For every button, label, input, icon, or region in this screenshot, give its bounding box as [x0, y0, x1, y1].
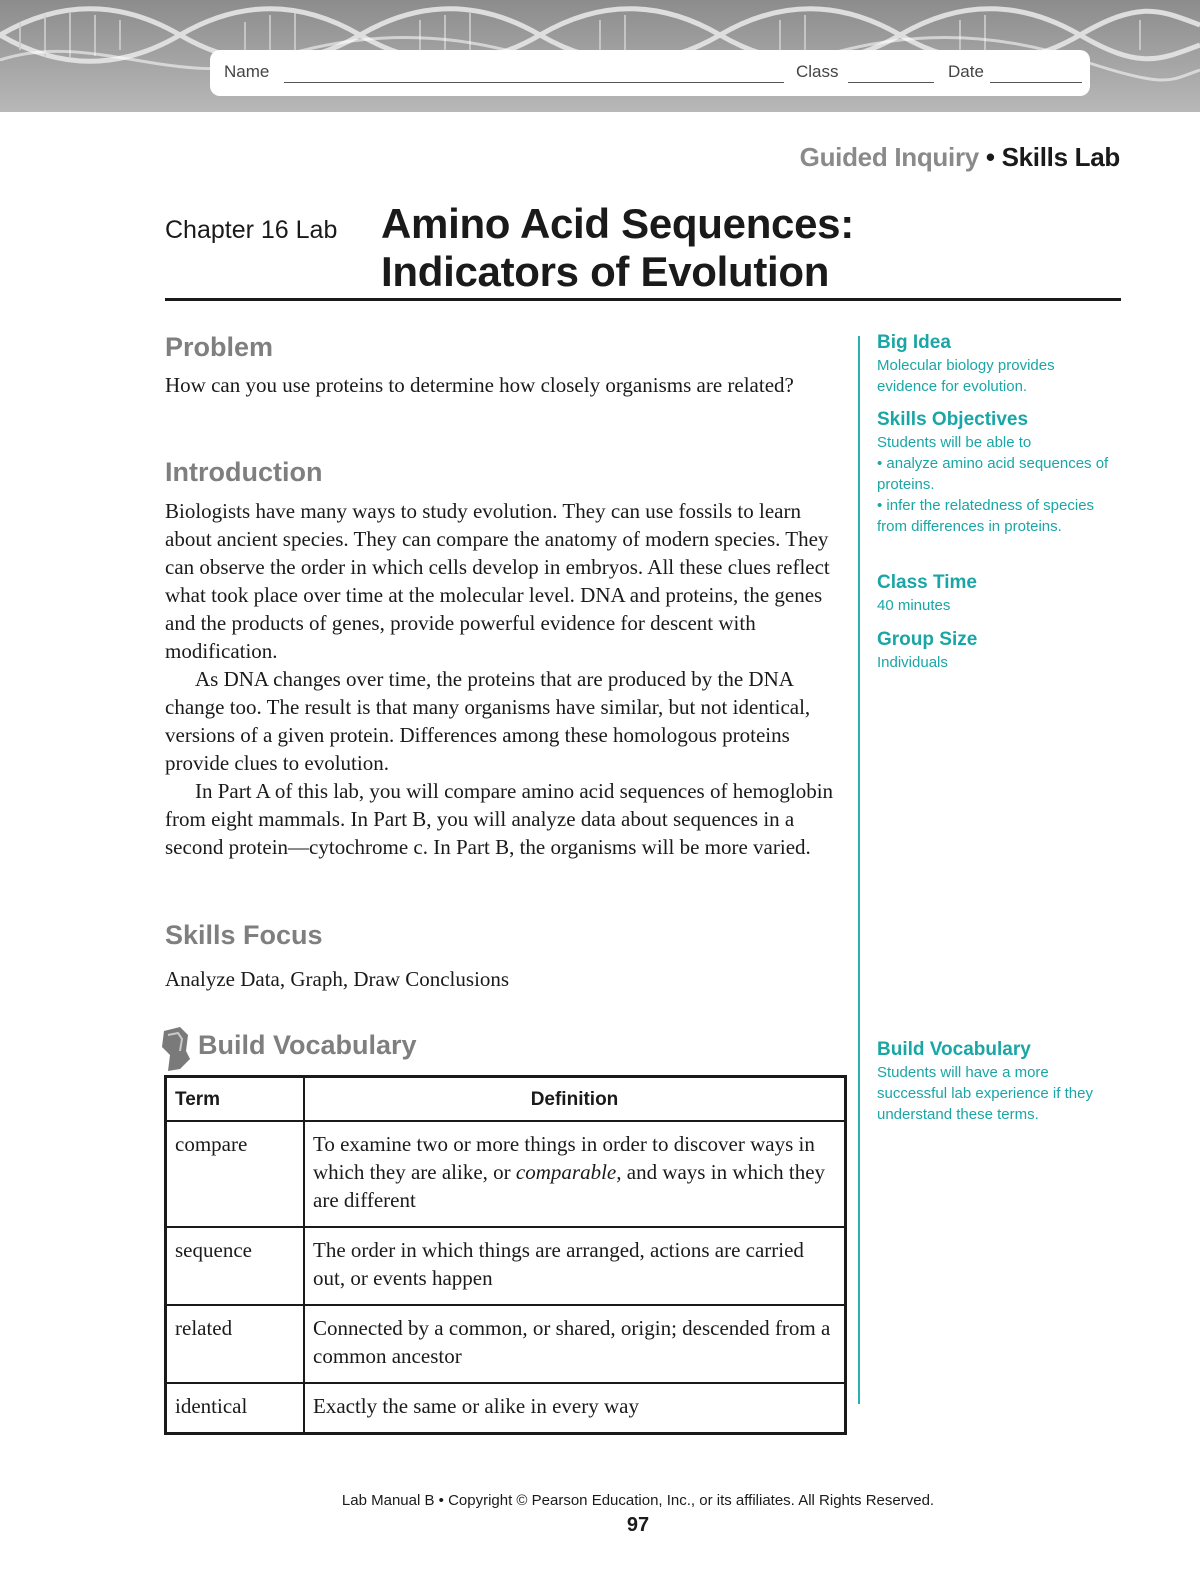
term-cell: identical: [166, 1383, 305, 1434]
vocabulary-book-icon: [158, 1025, 194, 1073]
date-label: Date: [948, 62, 984, 81]
definition-text-end: and ways in which they are different: [313, 1160, 826, 1212]
build-vocabulary-heading: Build Vocabulary: [198, 1030, 417, 1060]
sidebar-class-time: [877, 571, 1117, 616]
problem-heading: Problem: [165, 332, 274, 362]
skills-focus-text: Analyze Data, Graph, Draw Conclusions: [165, 967, 510, 991]
sidebar-build-vocabulary: [877, 1038, 1117, 1125]
class-label: Class: [796, 62, 839, 81]
copyright-footer: Lab Manual B • Copyright © Pearson Education, Inc., or its affiliates. All Rights Reserved.: [341, 1492, 935, 1509]
class-time-heading: Class Time: [877, 572, 977, 593]
title-line-1: Amino Acid Sequences:: [381, 200, 854, 247]
introduction-heading: Introduction: [165, 457, 323, 487]
definition-cell: The order in which things are arranged, actions are carried out, or events happen: [304, 1227, 846, 1305]
page-title: [381, 200, 1121, 296]
definition-cell: Connected by a common, or shared, origin; descended from a common ancestor: [304, 1305, 846, 1383]
sidebar-vocab-heading: Build Vocabulary: [877, 1039, 1031, 1060]
term-cell: related: [166, 1305, 305, 1383]
page-number: 97: [626, 1514, 650, 1536]
date-field[interactable]: [990, 82, 1082, 83]
skills-objectives-item-1: • analyze amino acid sequences of proteins.: [877, 455, 1109, 493]
sidebar-big-idea: [877, 331, 1117, 397]
term-column-header: Term: [166, 1077, 305, 1122]
group-size-heading: Group Size: [877, 629, 978, 650]
title-divider: [165, 298, 1121, 301]
big-idea-heading: Big Idea: [877, 332, 951, 353]
problem-text: [165, 371, 815, 399]
sidebar-vocab-text: Students will have a more successful lab experience if they understand these terms.: [877, 1064, 1093, 1123]
definition-cell: Exactly the same or alike in every way: [304, 1383, 846, 1434]
class-field[interactable]: [848, 82, 934, 83]
group-size-text: Individuals: [877, 654, 948, 671]
skills-objectives-intro: Students will be able to: [877, 434, 1032, 451]
skills-objectives-item-2: • infer the relatedness of species from differences in proteins.: [877, 497, 1095, 535]
problem-paragraph: How can you use proteins to determine how closely organisms are related?: [165, 373, 794, 397]
vocabulary-header-row: [166, 1077, 846, 1122]
term-cell: sequence: [166, 1227, 305, 1305]
sidebar-divider: [858, 336, 860, 1404]
intro-paragraph-2: As DNA changes over time, the proteins that are produced by the DNA change too. The result is that many organisms have similar, but not identical, versions of a given protein. Differences among these homologous proteins provide clues to evolution.: [165, 667, 811, 775]
table-row: [166, 1305, 846, 1383]
name-class-date-bar: [210, 50, 1090, 96]
definition-text: To examine two or more things in order to discover ways in which they are alike, or: [313, 1132, 815, 1184]
skills-objectives-heading: Skills Objectives: [877, 409, 1029, 430]
vocabulary-table: [164, 1075, 847, 1435]
name-label: Name: [224, 62, 270, 81]
eyebrow-separator: •: [985, 142, 995, 172]
definition-column-header: Definition: [304, 1077, 846, 1122]
intro-paragraph-1: Biologists have many ways to study evolution. They can use fossils to learn about ancient species. They can compare the anatomy of modern species. They can observe the order in which cells develop in embryos. All these clues reflect what took place over time at the molecular level. DNA and proteins, the genes and the products of genes, provide powerful evidence for descent with modification.: [165, 499, 830, 663]
table-row: [166, 1383, 846, 1434]
definition-emphasis: comparable,: [515, 1160, 622, 1184]
sidebar-group-size: [877, 628, 1117, 673]
introduction-text: [165, 497, 837, 861]
skills-focus-heading: Skills Focus: [165, 920, 323, 950]
title-line-2: Indicators of Evolution: [381, 248, 830, 295]
definition-cell: [304, 1121, 846, 1227]
chapter-label: Chapter 16 Lab: [165, 216, 338, 244]
skills-lab-label: Skills Lab: [1001, 142, 1120, 172]
guided-inquiry-label: Guided Inquiry: [799, 142, 979, 172]
table-row: [166, 1121, 846, 1227]
name-field[interactable]: [284, 82, 784, 83]
class-time-text: 40 minutes: [877, 597, 951, 614]
lab-type-label: [800, 142, 1120, 173]
header-banner: [0, 0, 1200, 112]
table-row: [166, 1227, 846, 1305]
term-cell: compare: [166, 1121, 305, 1227]
intro-paragraph-3: In Part A of this lab, you will compare amino acid sequences of hemoglobin from eight mammals. In Part B, you will analyze data about sequences in a second protein—cytochrome c. In Part B, the organisms will be more varied.: [165, 779, 834, 859]
sidebar-skills-objectives: [877, 408, 1117, 537]
big-idea-text: Molecular biology provides evidence for evolution.: [877, 357, 1055, 395]
